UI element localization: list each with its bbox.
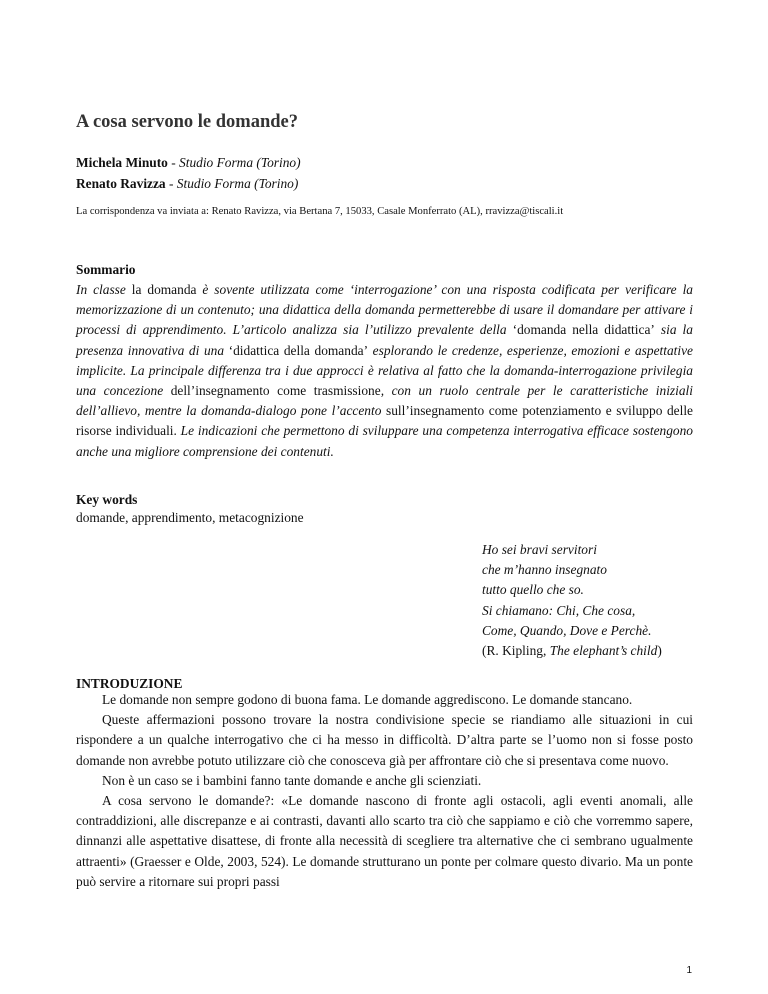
abstract-heading: Sommario bbox=[76, 262, 136, 277]
abstract-run: , con un ruolo centrale per le caratteristiche iniziali dell’allievo, mentre la domanda-dialogo pone l’accento bbox=[76, 383, 693, 419]
abstract-run: dell’insegnamento come trasmissione bbox=[170, 383, 381, 399]
abstract-run: ‘domanda nella didattica’ bbox=[512, 322, 655, 338]
epigraph bbox=[482, 540, 662, 661]
abstract-run: la domanda bbox=[125, 282, 203, 297]
body-paragraph: Non è un caso se i bambini fanno tante domande e anche gli scienziati. bbox=[102, 772, 482, 788]
body-paragraph: Le domande non sempre godono di buona fama. Le domande aggrediscono. Le domande stancano. bbox=[102, 692, 633, 707]
epigraph-line: Come, Quando, Dove e Perchè. bbox=[482, 622, 652, 638]
author-line-1: Michela Minuto - Studio Forma (Torino) bbox=[76, 155, 301, 170]
body-paragraph: A cosa servono le domande?: «Le domande nascono di fronte agli ostacoli, agli eventi anomali, alle contraddizioni, alle discrepanze e ai contrasti, davanti allo scarto tra ciò che sappiamo e ciò che vorremmo sapere, dinnanzi alle aspettative disattese, di fronte alla necessità di scegliere tra alternative che ci sembrano ugualmente attraenti» (Graesser e Olde, 2003, 524). Le domande strutturano un ponte per colmare questo divario. Ma un ponte può servire a ritornare sui propri passi bbox=[76, 793, 693, 889]
epigraph-source: (R. Kipling, The elephant’s child) bbox=[482, 643, 662, 659]
epigraph-line: Si chiamano: Chi, Che cosa, bbox=[482, 602, 636, 618]
abstract-run: Le indicazioni che permettono di sviluppare una competenza interrogativa efficace sostengono anche una migliore comprensione dei contenuti. bbox=[76, 423, 693, 459]
abstract-text bbox=[76, 280, 693, 462]
author-line-2: Renato Ravizza - Studio Forma (Torino) bbox=[76, 176, 299, 191]
author-affiliation: Studio Forma (Torino) bbox=[179, 155, 301, 170]
abstract-run: ‘didattica della domanda’ bbox=[228, 342, 369, 358]
abstract-run: In classe bbox=[76, 282, 126, 297]
epigraph-line: che m’hanno insegnato bbox=[482, 562, 607, 578]
author-name: Michela Minuto bbox=[76, 155, 168, 170]
epigraph-line: Ho sei bravi servitori bbox=[482, 542, 597, 557]
body-paragraph: Queste affermazioni possono trovare la nostra condivisione specie se riandiamo alle situazioni in cui rispondere a un qualche interrogativo che ci ha messo in difficoltà. D’altra parte se l’uomo non si fosse posto domande non avrebbe potuto utilizzare ciò che conosceva già per affrontare ciò che si presentava come nuovo. bbox=[76, 712, 693, 768]
author-affiliation: Studio Forma (Torino) bbox=[176, 176, 299, 191]
correspondence-note: La corrispondenza va inviata a: Renato Ravizza, via Bertana 7, 15033, Casale Monferrato (AL), rravizza@tiscali.it bbox=[76, 206, 564, 217]
keywords-list: domande, apprendimento, metacognizione bbox=[76, 510, 304, 525]
abstract-run: sia la presenza innovativa di una bbox=[76, 322, 693, 358]
abstract-run: esplorando le credenze, esperienze, emozioni e aspettative implicite. La principale differenza tra i due approcci è relativa al fatto che la domanda-interrogazione privilegia una concezione bbox=[76, 342, 693, 399]
abstract-run: sull’insegnamento come potenziamento e sviluppo delle risorse individuali. bbox=[76, 403, 693, 439]
abstract-run: è sovente utilizzata come ‘interrogazione’ con una risposta codificata per verificare la memorizzazione di un contenuto; una didattica della domanda permetterebbe di usare il domandare per attivare i processi di apprendimento. L’articolo analizza sia l’utilizzo prevalente della bbox=[76, 282, 693, 338]
page-number: 1 bbox=[686, 965, 692, 976]
article-title: A cosa servono le domande? bbox=[76, 112, 298, 132]
epigraph-line: tutto quello che so. bbox=[482, 582, 584, 598]
keywords-heading: Key words bbox=[76, 492, 138, 507]
introduction-heading: INTRODUZIONE bbox=[76, 676, 183, 691]
author-name: Renato Ravizza bbox=[76, 176, 166, 191]
introduction-body bbox=[76, 690, 693, 892]
